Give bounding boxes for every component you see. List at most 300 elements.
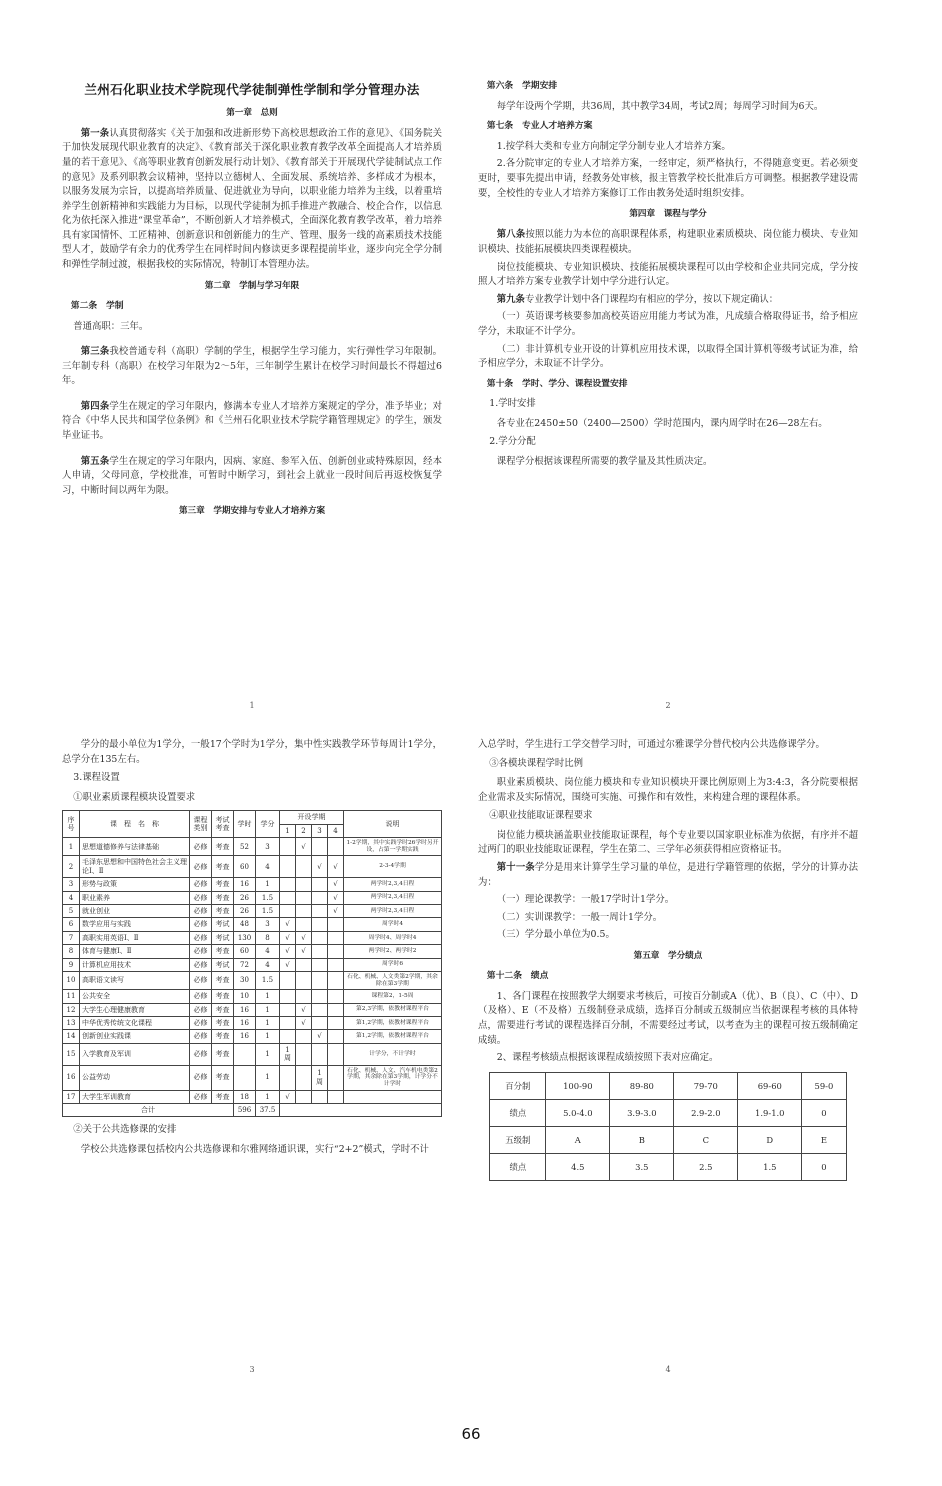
grade-row-label: 百分制 (490, 1072, 546, 1099)
cell-type: 必修 (190, 990, 212, 1003)
cell-t4 (328, 990, 344, 1003)
cell-exam: 考查 (212, 878, 234, 891)
cell-t4 (328, 931, 344, 944)
cell-t4 (328, 1003, 344, 1016)
cell-t1 (280, 971, 296, 989)
cell-no: 11 (63, 990, 80, 1003)
cell-type: 必修 (190, 1017, 212, 1030)
cell-h: 16 (234, 1003, 256, 1016)
col-note: 说明 (344, 811, 442, 838)
cell-exam: 考试 (212, 931, 234, 944)
col-hours: 学时 (234, 811, 256, 838)
cell-t1 (280, 856, 296, 878)
cell-t3 (312, 1017, 328, 1030)
total-blank (280, 1103, 442, 1116)
cell-t3 (312, 1090, 328, 1103)
article-11 (478, 861, 858, 890)
cell-no: 14 (63, 1030, 80, 1043)
credit-unit-text: 学分的最小单位为1学分，一般17个学时为1学分，集中性实践教学环节每周计1学分，总学分在135左右。 (62, 739, 442, 765)
cell-type: 必修 (190, 838, 212, 856)
cell-t2 (296, 1065, 312, 1090)
hours-heading: 1.学时安排 (489, 398, 536, 410)
cell-type: 必修 (190, 1043, 212, 1065)
cell-h: 52 (234, 838, 256, 856)
cell-name: 公共安全 (80, 990, 190, 1003)
article-label: 第一条 (80, 127, 110, 139)
grade-cell: A (546, 1126, 610, 1153)
article-text: 学分是用来计算学生学习量的单位，是进行学籍管理的依据，学分的计算办法为： (478, 862, 858, 888)
grade-cell: 3.5 (610, 1153, 674, 1180)
cell-no: 6 (63, 918, 80, 931)
cell-t2 (296, 918, 312, 931)
cell-name: 高职实用英语Ⅰ、Ⅱ (80, 931, 190, 944)
article-label: 第九条 (496, 293, 525, 305)
table-row (63, 1030, 442, 1043)
col-term-1: 1 (280, 824, 296, 837)
cell-t1 (280, 1017, 296, 1030)
cell-h (234, 1043, 256, 1065)
grade-row-label: 绩点 (490, 1153, 546, 1180)
cell-t3 (312, 931, 328, 944)
grade-cell: 0 (802, 1099, 846, 1126)
cell-t1 (280, 891, 296, 904)
cell-t1 (280, 1065, 296, 1090)
col-no: 序号 (63, 811, 80, 838)
cell-type: 必修 (190, 1003, 212, 1016)
cell-t4 (328, 1017, 344, 1030)
cell-h: 48 (234, 918, 256, 931)
article-label: 第三条 (80, 346, 110, 358)
article-label: 第十一条 (496, 862, 535, 874)
article-11-item-2: （二）实训课教学：一般一周计1学分。 (496, 911, 663, 923)
cell-t2 (296, 904, 312, 917)
article-9-item-1: （一）英语课考核要参加高校英语应用能力考试为准，凡成绩合格取得证书，给予相应学分，未取证不计学分。 (478, 311, 858, 337)
cell-t4 (328, 1030, 344, 1043)
cell-type: 必修 (190, 878, 212, 891)
cell-no: 17 (63, 1090, 80, 1103)
cell-h (234, 1065, 256, 1090)
grade-row (490, 1072, 846, 1099)
footer-page-number: 66 (461, 1425, 481, 1443)
course-setup-heading: 3.课程设置 (73, 772, 120, 784)
cell-name: 计算机应用技术 (80, 958, 190, 971)
article-text: 学生在规定的学习年限内，修满本专业人才培养方案规定的学分，准予毕业；对符合《中华人民共和国学位条例》和《兰州石化职业技术学院学籍管理规定》的学生，颁发毕业证书。 (62, 400, 442, 442)
grade-cell: B (610, 1126, 674, 1153)
cell-exam: 考查 (212, 1017, 234, 1030)
module-ratio-heading: ③各模块课程学时比例 (489, 757, 584, 769)
cell-h: 72 (234, 958, 256, 971)
cell-t2 (296, 990, 312, 1003)
cell-c: 1 (256, 1030, 280, 1043)
cell-name: 高职语文读写 (80, 971, 190, 989)
cell-h: 60 (234, 945, 256, 958)
cell-h: 10 (234, 990, 256, 1003)
cell-t1 (280, 838, 296, 856)
page-number: 2 (665, 700, 671, 710)
cell-exam: 考查 (212, 1090, 234, 1103)
module-ratio-text: 职业素质模块、岗位能力模块和专业知识模块开课比例原则上为3:4:3，各分院要根据企业需求及实际情况，围绕可实施、可操作和有效性，来构建合理的课程体系。 (478, 777, 858, 803)
cell-t1: √ (280, 945, 296, 958)
cell-t2 (296, 971, 312, 989)
cell-note: 两学时2,3,4日程 (344, 878, 442, 891)
cell-h: 60 (234, 856, 256, 878)
cell-t3: √ (312, 856, 328, 878)
grade-cell: 79-70 (674, 1072, 738, 1099)
elective-heading: ②关于公共选修课的安排 (73, 1124, 177, 1136)
cell-t1: √ (280, 918, 296, 931)
cell-h: 26 (234, 891, 256, 904)
cell-t4: √ (328, 904, 344, 917)
cell-note: 第1,2学期，依教材课程平台 (344, 1017, 442, 1030)
total-label: 合计 (63, 1103, 234, 1116)
article-7-heading: 第七条 专业人才培养方案 (486, 121, 593, 132)
cell-c: 1.5 (256, 971, 280, 989)
cell-t2 (296, 1043, 312, 1065)
grade-cell: E (802, 1126, 846, 1153)
table-row (63, 945, 442, 958)
article-9 (478, 293, 858, 308)
cell-t2 (296, 878, 312, 891)
cell-t2: √ (296, 1003, 312, 1016)
cell-type: 必修 (190, 931, 212, 944)
cell-name: 数学应用与实践 (80, 918, 190, 931)
cell-note: 周学时4 (344, 918, 442, 931)
page-3 (62, 738, 442, 1378)
table-row (63, 971, 442, 989)
col-name: 课 程 名 称 (80, 811, 190, 838)
grade-cell: 2.5 (674, 1153, 738, 1180)
grade-cell: C (674, 1126, 738, 1153)
cell-no: 16 (63, 1065, 80, 1090)
cell-t4 (328, 838, 344, 856)
cell-c: 3 (256, 838, 280, 856)
article-6-text: 每学年设两个学期，共36周，其中教学34周，考试2周；每周学习时间为6天。 (496, 100, 824, 112)
table-row (63, 891, 442, 904)
cell-exam: 考查 (212, 1003, 234, 1016)
cell-name: 就业创业 (80, 904, 190, 917)
article-12-item-1: 1、各门课程在按照教学大纲要求考核后，可按百分制或A（优）、B（良）、C（中）、D（及格）、E（不及格）五级制登录成绩，选择百分制或五级制应当依据课程考核的具体特点，需要进行考试的课程选择百分制，不需要经过考试，以考查为主的课程可按五级制确定成绩。 (478, 990, 858, 1046)
elective-continued: 入总学时，学生进行工学交替学习时，可通过尔雅课学分替代校内公共选修课学分。 (478, 739, 825, 750)
cell-no: 7 (63, 931, 80, 944)
cell-c: 1 (256, 1090, 280, 1103)
cell-t3 (312, 945, 328, 958)
grade-cell: 0 (802, 1153, 846, 1180)
cell-t4 (328, 945, 344, 958)
cell-t1: √ (280, 931, 296, 944)
cell-t3 (312, 918, 328, 931)
cell-t4: √ (328, 856, 344, 878)
cell-c: 4 (256, 958, 280, 971)
grade-cell: 2.9-2.0 (674, 1099, 738, 1126)
article-8-continued: 岗位技能模块、专业知识模块、技能拓展模块课程可以由学校和企业共同完成，学分按照人才培养方案专业教学计划中学分进行认定。 (478, 261, 858, 288)
col-exam: 考试考查 (212, 811, 234, 838)
cell-t4 (328, 918, 344, 931)
grade-cell: 4.5 (546, 1153, 610, 1180)
cell-note: 两学时2,3,4日程 (344, 904, 442, 917)
article-3 (62, 345, 442, 389)
cell-name: 体育与健康Ⅰ、Ⅱ (80, 945, 190, 958)
cell-t3 (312, 990, 328, 1003)
table-row (63, 878, 442, 891)
cell-name: 职业素养 (80, 891, 190, 904)
cell-name: 毛泽东思想和中国特色社会主义理论Ⅰ、Ⅱ (80, 856, 190, 878)
cell-exam: 考试 (212, 918, 234, 931)
chapter-1-heading: 第一章 总则 (226, 107, 278, 118)
article-text: 专业教学计划中各门课程均有相应的学分，按以下规定确认： (524, 293, 779, 305)
article-2-heading: 第二条 学制 (70, 300, 124, 311)
cell-t3 (312, 958, 328, 971)
cell-type: 必修 (190, 891, 212, 904)
cell-t2 (296, 958, 312, 971)
cell-no: 1 (63, 838, 80, 856)
cell-t2 (296, 1090, 312, 1103)
article-6-heading: 第六条 学期安排 (486, 81, 558, 91)
col-term: 开设学期 (280, 811, 344, 824)
cell-t2: √ (296, 838, 312, 856)
cell-t4 (328, 971, 344, 989)
cell-t3 (312, 971, 328, 989)
cell-note (344, 1090, 442, 1103)
cell-type: 必修 (190, 958, 212, 971)
grade-point-table-body (490, 1072, 846, 1180)
article-label: 第八条 (496, 229, 526, 241)
cell-no: 2 (63, 856, 80, 878)
page-2 (478, 74, 858, 714)
cell-exam: 考查 (212, 891, 234, 904)
cell-t4 (328, 1065, 344, 1090)
cell-exam: 考查 (212, 990, 234, 1003)
cell-name: 大学生军训教育 (80, 1090, 190, 1103)
grade-cell: 5.0-4.0 (546, 1099, 610, 1126)
table-row (63, 1017, 442, 1030)
article-text: 按照以能力为本位的高职课程体系，构建职业素质模块、岗位能力模块、专业知识模块、技能拓展模块四类课程模块。 (478, 229, 858, 256)
cell-exam: 考查 (212, 971, 234, 989)
cell-exam: 考查 (212, 1065, 234, 1090)
cell-c: 1 (256, 1017, 280, 1030)
cell-h: 16 (234, 1017, 256, 1030)
cell-note: 周学时6 (344, 958, 442, 971)
table-row (63, 1043, 442, 1065)
cell-type: 必修 (190, 1090, 212, 1103)
cell-name: 形势与政策 (80, 878, 190, 891)
credits-heading: 2.学分分配 (489, 436, 536, 448)
cell-t1 (280, 878, 296, 891)
chapter-2-heading: 第二章 学制与学习年限 (204, 280, 300, 291)
cell-c: 1 (256, 1043, 280, 1065)
article-11-item-1: （一）理论课教学：一般17学时计1学分。 (496, 894, 675, 906)
total-hours: 596 (234, 1103, 256, 1116)
cell-t3 (312, 838, 328, 856)
credits-text: 课程学分根据该课程所需要的教学量及其性质决定。 (496, 456, 713, 468)
certificate-text: 岗位能力模块涵盖职业技能取证课程，每个专业要以国家职业标准为依据，有序并不超过两门的职业技能取证课程，学生在第二、三学年必须获得相应资格证书。 (478, 829, 858, 856)
col-type: 课程类别 (190, 811, 212, 838)
article-12-item-2: 2、课程考核绩点根据该课程成绩按照下表对应确定。 (496, 1052, 719, 1064)
grade-row (490, 1099, 846, 1126)
article-text: 学生在规定的学习年限内，因病、家庭、参军入伍、创新创业或特殊原因，经本人申请，父母同意，学校批准，可暂时中断学习，到社会上就业一段时间后再返校恢复学习，中断时间以两年为限。 (62, 455, 442, 496)
cell-h: 18 (234, 1090, 256, 1103)
cell-type: 必修 (190, 971, 212, 989)
table-row (63, 856, 442, 878)
cell-t2: √ (296, 945, 312, 958)
article-label: 第四条 (80, 400, 110, 412)
cell-t2 (296, 856, 312, 878)
table-row (63, 1090, 442, 1103)
cell-t3 (312, 1043, 328, 1065)
grade-cell: 59-0 (802, 1072, 846, 1099)
col-term-3: 3 (312, 824, 328, 837)
cell-t2 (296, 891, 312, 904)
page-number: 3 (249, 1364, 255, 1374)
cell-t4 (328, 1090, 344, 1103)
cell-h: 26 (234, 904, 256, 917)
grade-cell: D (738, 1126, 802, 1153)
article-11-item-3: （三）学分最小单位为0.5。 (496, 929, 615, 941)
cell-c: 1 (256, 878, 280, 891)
cell-note: 周学时4、周学时4 (344, 931, 442, 944)
grade-cell: 1.5 (738, 1153, 802, 1180)
cell-name: 大学生心理健康教育 (80, 1003, 190, 1016)
cell-no: 5 (63, 904, 80, 917)
article-5 (62, 455, 442, 499)
cell-c: 4 (256, 945, 280, 958)
cell-t2 (296, 1030, 312, 1043)
cell-t4: √ (328, 891, 344, 904)
grade-cell: 3.9-3.0 (610, 1099, 674, 1126)
table-header-row (63, 811, 442, 824)
cell-note: 1-2学期，其中实践学时26学时另开设，占第一学期实践 (344, 838, 442, 856)
cell-c: 1.5 (256, 904, 280, 917)
grade-row-label: 五级制 (490, 1126, 546, 1153)
page-number: 1 (249, 700, 255, 710)
cell-exam: 考查 (212, 838, 234, 856)
page-4 (478, 738, 858, 1378)
cell-t1: √ (280, 1090, 296, 1103)
cell-name: 思想道德修养与法律基础 (80, 838, 190, 856)
table-row (63, 931, 442, 944)
cell-t3 (312, 904, 328, 917)
cell-h: 130 (234, 931, 256, 944)
article-text: 我校普通专科（高职）学制的学生，根据学生学习能力，实行弹性学习年限制。三年制专科（高职）在校学习年限为2～5年，三年制学生累计在校学习时间最长不得超过6年。 (62, 346, 442, 387)
cell-h: 30 (234, 971, 256, 989)
cell-name: 入学教育及军训 (80, 1043, 190, 1065)
cell-exam: 考查 (212, 904, 234, 917)
cell-type: 必修 (190, 904, 212, 917)
cell-no: 10 (63, 971, 80, 989)
page-number: 4 (665, 1364, 671, 1374)
cell-c: 1 (256, 990, 280, 1003)
article-8 (478, 228, 858, 257)
cell-no: 4 (63, 891, 80, 904)
cell-t3: √ (312, 1030, 328, 1043)
grade-row-label: 绩点 (490, 1099, 546, 1126)
total-credits: 37.5 (256, 1103, 280, 1116)
cell-note: 第2,3学期，依教材课程平台 (344, 1003, 442, 1016)
article-9-item-2: （二）非计算机专业开设的计算机应用技术课，以取得全国计算机等级考试证为准，给予相应学分，未取证不计学分。 (478, 343, 858, 370)
cell-t1 (280, 1003, 296, 1016)
course-table-body (63, 838, 442, 1104)
cell-note: 课程第2，1-5周 (344, 990, 442, 1003)
cell-exam: 考查 (212, 945, 234, 958)
cell-name: 创新创业实践课 (80, 1030, 190, 1043)
hours-text: 各专业在2450±50（2400—2500）学时范围内，课内周学时在26—28左右。 (496, 417, 828, 429)
cell-t1 (280, 1030, 296, 1043)
cell-t3 (312, 891, 328, 904)
cell-note: 两学时2,3,4日程 (344, 891, 442, 904)
article-1 (62, 127, 442, 273)
grade-cell: 1.9-1.0 (738, 1099, 802, 1126)
cell-note: 两学时2、两学时2 (344, 945, 442, 958)
cell-exam: 考查 (212, 1043, 234, 1065)
cell-t3 (312, 878, 328, 891)
cell-note: 2-3-4学期 (344, 856, 442, 878)
article-7-item-1: 1.按学科大类和专业方向制定学分制专业人才培养方案。 (496, 140, 731, 152)
cell-exam: 考试 (212, 958, 234, 971)
grade-row (490, 1153, 846, 1180)
cell-t1: 1周 (280, 1043, 296, 1065)
table-row (63, 918, 442, 931)
cell-type: 必修 (190, 918, 212, 931)
grade-cell: 100-90 (546, 1072, 610, 1099)
cell-exam: 考查 (212, 856, 234, 878)
grade-row (490, 1126, 846, 1153)
col-term-4: 4 (328, 824, 344, 837)
cell-name: 中华优秀传统文化课程 (80, 1017, 190, 1030)
cell-note: 第1,2学期，依教材课程平台 (344, 1030, 442, 1043)
course-table (62, 810, 442, 1117)
cell-t2: √ (296, 1017, 312, 1030)
cell-no: 13 (63, 1017, 80, 1030)
article-10-heading: 第十条 学时、学分、课程设置安排 (486, 378, 628, 389)
cell-type: 必修 (190, 856, 212, 878)
table-row (63, 1065, 442, 1090)
cell-t3 (312, 1003, 328, 1016)
cell-exam: 考查 (212, 1030, 234, 1043)
table-row (63, 838, 442, 856)
cell-c: 8 (256, 931, 280, 944)
grade-cell: 69-60 (738, 1072, 802, 1099)
table-row (63, 1003, 442, 1016)
cell-note: 石化、机械、人文、汽车机电类第2学期，其余除在第3学期，计学分不计学时 (344, 1065, 442, 1090)
cell-t1 (280, 990, 296, 1003)
cell-t2: √ (296, 931, 312, 944)
article-7-item-2: 2.各分院审定的专业人才培养方案，一经审定，须严格执行，不得随意变更。若必须变更时，要事先提出申请，经教务处审核，报主管教学校长批准后方可调整。根据教学建设需要，全校性的专业人才培养方案修订工作由教务处适时组织安排。 (478, 158, 858, 199)
cell-t4: √ (328, 878, 344, 891)
article-text: 认真贯彻落实《关于加强和改进新形势下高校思想政治工作的意见》、《国务院关于加快发展现代职业教育的决定》、《教育部关于深化职业教育教学改革全面提高人才培养质量的若干意见》、《高等职业教育创新发展行动计划》、《教育部关于开展现代学徒制试点工作的意见》及系列职教会议精神，坚持以立德树人、全面发展、系统培养、多样成才为根本，以服务发展为宗旨，以提高培养质量、促进就业为导向，以职业能力培养为主线，以着重培养学生创新精神和实践能力为目标，以现代学徒制为抓手推进产教融合、校企合作，以信息化为依托深入推进“课堂革命”，不断创新人才培养模式，全面深化教育教学改革，着力培养具有家国情怀、工匠精神、创新意识和创新能力的生产、管理、服务一线的高素质技术技能型人才，鼓励学有余力的优秀学生在同样时间内修读更多课程提前毕业，逐步向完全学分制和弹性学制过渡，根据我校的实际情况，特制订本管理办法。 (62, 127, 442, 271)
cell-c: 1 (256, 1065, 280, 1090)
grade-cell: 89-80 (610, 1072, 674, 1099)
cell-t1: √ (280, 958, 296, 971)
total-row (63, 1103, 442, 1116)
article-12-heading: 第十二条 绩点 (486, 971, 549, 982)
cell-no: 8 (63, 945, 80, 958)
cell-type: 必修 (190, 1030, 212, 1043)
cell-no: 9 (63, 958, 80, 971)
cell-no: 3 (63, 878, 80, 891)
grade-point-table (489, 1072, 846, 1181)
chapter-4-heading: 第四章 课程与学分 (629, 209, 707, 220)
certificate-heading: ④职业技能取证课程要求 (489, 810, 593, 822)
cell-c: 1 (256, 1003, 280, 1016)
module-requirement-heading: ①职业素质课程模块设置要求 (73, 791, 196, 803)
cell-type: 必修 (190, 945, 212, 958)
col-credit: 学分 (256, 811, 280, 838)
chapter-5-heading: 第五章 学分绩点 (633, 950, 703, 961)
cell-c: 3 (256, 918, 280, 931)
cell-t4 (328, 958, 344, 971)
cell-note: 计学分，不计学时 (344, 1043, 442, 1065)
chapter-3-heading: 第三章 学期安排与专业人才培养方案 (178, 506, 326, 517)
table-row (63, 990, 442, 1003)
